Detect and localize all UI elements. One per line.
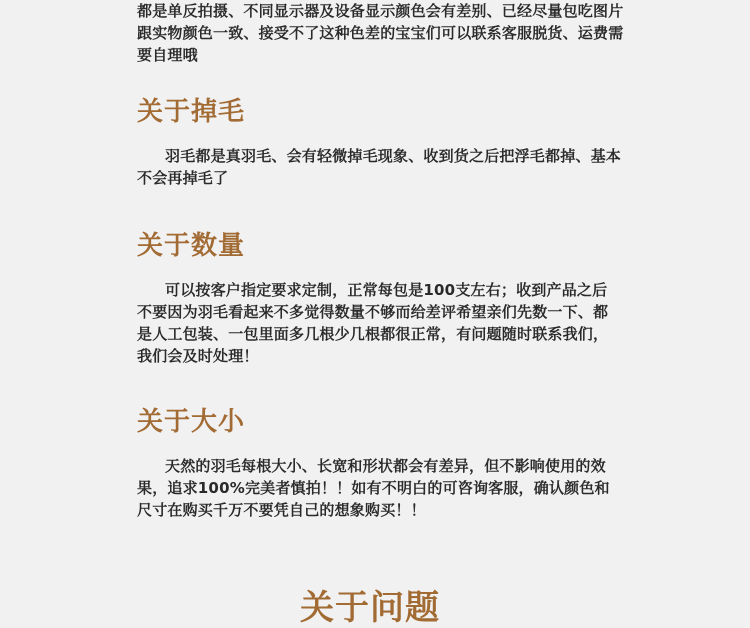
section-title-shedding: 关于掉毛	[137, 97, 246, 127]
section-text-size: 天然的羽毛每根大小、长宽和形状都会有差异，但不影响使用的效果，追求100%完美者慎拍！！如有不明白的可咨询客服，确认颜色和尺寸在购买千万不要凭自己的想象购买！！	[137, 457, 610, 519]
section-title-quantity: 关于数量	[137, 231, 246, 261]
section-text-shedding: 羽毛都是真羽毛、会有轻微掉毛现象、收到货之后把浮毛都掉、基本不会再掉毛了	[137, 147, 622, 187]
section-title-issues: 关于问题	[300, 588, 440, 628]
section-text-quantity: 可以按客户指定要求定制，正常每包是100支左右；收到产品之后不要因为羽毛看起来不多觉得数量不够而给差评希望亲们先数一下、都是人工包装、一包里面多几根少几根都很正常，有问题随时联系我们，我们会及时处理！	[137, 281, 609, 365]
section-title-size: 关于大小	[137, 407, 246, 437]
intro-paragraph: 都是单反拍摄、不同显示器及设备显示颜色会有差别、已经尽量包吃图片跟实物颜色一致、接受不了这种色差的宝宝们可以联系客服脱货、运费需要自理哦	[137, 2, 624, 64]
